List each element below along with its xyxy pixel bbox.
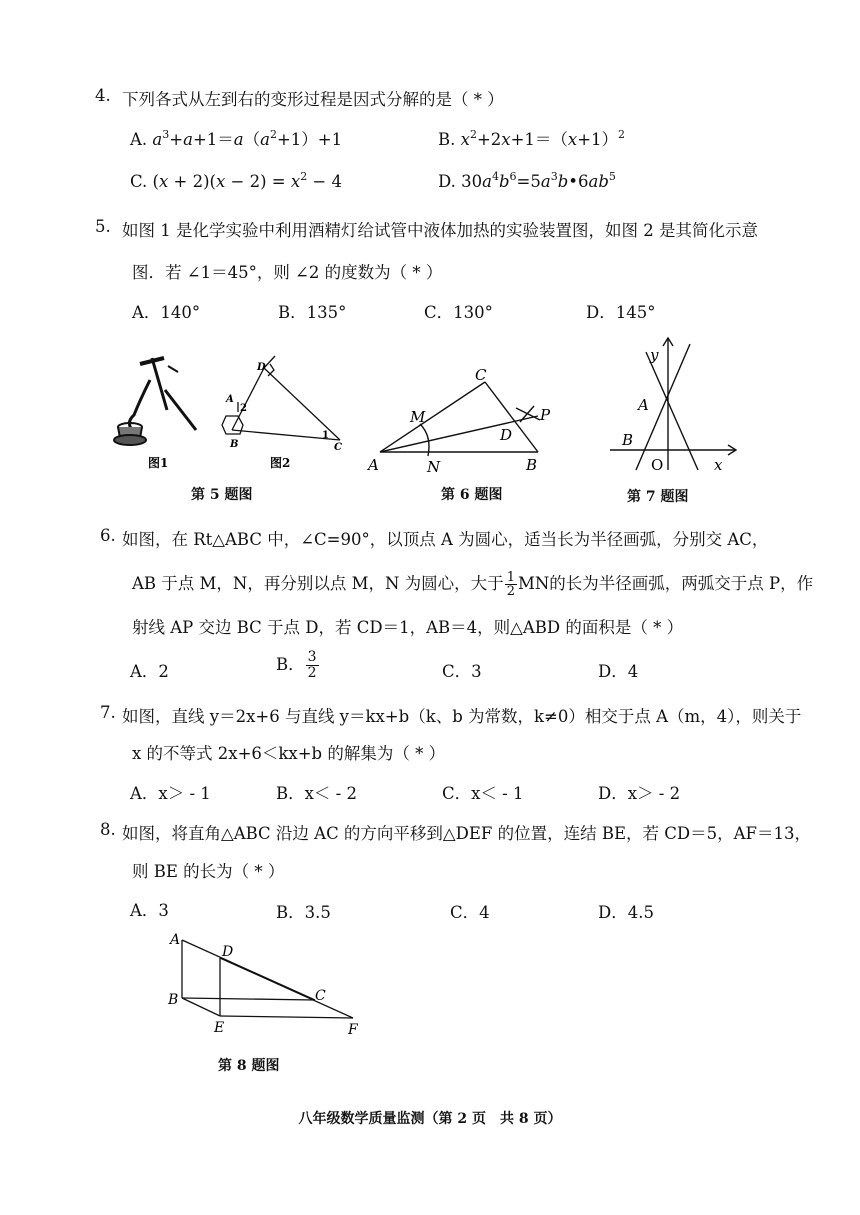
question-line1: 如图，直线 y＝2x+6 与直线 y＝kx+b（k、b 为常数，k≠0）相交于点 A（m，4），则关于: [122, 707, 802, 726]
question-stem-line1: 如图 1 是化学实验中利用酒精灯给试管中液体加热的实验装置图，如图 2 是其简化示意: [122, 221, 758, 240]
label-n: N: [427, 458, 441, 476]
q7-figure-caption: 第 7 题图: [627, 489, 689, 505]
label-o: O: [651, 456, 664, 474]
question-number: 5.: [95, 217, 111, 236]
label-p: P: [540, 406, 551, 424]
option-a: A．140°: [132, 303, 201, 322]
option-b: B. $x^2+2x+1=(x+1)^2$: [438, 128, 626, 149]
q8-figure-caption: 第 8 题图: [218, 1058, 280, 1074]
label-b: B: [622, 431, 634, 449]
fig6-labels: [366, 366, 551, 476]
label-d: D: [500, 426, 513, 444]
label-c: C: [475, 366, 487, 384]
question-line1: 如图，将直角△ABC 沿边 AC 的方向平移到△DEF 的位置，连结 BE，若 CD＝5，AF＝13，: [122, 824, 811, 843]
fig2-triangle-diagram: [222, 356, 340, 440]
fig8-translation-diagram: [160, 928, 380, 1048]
label-d: D: [257, 362, 266, 373]
label-e: E: [214, 1020, 225, 1036]
option-a: A．2: [130, 662, 169, 681]
option-a: A. $a^3+a+1=a(a^2+1)+1$: [130, 128, 343, 149]
option-c: C．x＜ - 1: [442, 784, 524, 803]
question-line3: 射线 AP 交边 BC 于点 D，若 CD＝1，AB＝4，则△ABD 的面积是（ * ）: [132, 618, 684, 637]
label-a: A: [170, 932, 181, 948]
question-line2: AB 于点 M，N，再分别以点 M，N 为圆心，大于 $\frac{1}{2}$ MN的长为半径画弧，两弧交于点 P，作: [132, 570, 814, 599]
fig1-caption: 图1: [148, 456, 169, 470]
label-m: M: [410, 408, 426, 426]
option-b: B．135°: [278, 303, 347, 322]
q6-figure-caption: 第 6 题图: [441, 487, 503, 503]
question-line1: 如图，在 Rt△ABC 中，∠C=90°，以顶点 A 为圆心，适当长为半径画弧，分别交 AC，: [122, 530, 769, 549]
option-a: A．3: [130, 901, 169, 920]
option-c: C．130°: [424, 303, 493, 322]
option-d: D．4.5: [598, 903, 654, 922]
label-angle-1: 1: [322, 430, 329, 441]
label-x: x: [714, 456, 723, 474]
option-c: C．4: [450, 903, 490, 922]
label-b: B: [168, 992, 179, 1008]
option-a: A．x＞ - 1: [130, 784, 211, 803]
question-stem: 下列各式从左到右的变形过程是因式分解的是（ * ）: [122, 90, 504, 109]
option-c: C. $(x + 2)(x - 2) = x^2 - 4$: [130, 170, 343, 191]
fig2-caption: 图2: [270, 456, 291, 470]
label-angle-2: 2: [240, 403, 247, 414]
figures-row: [0, 330, 860, 510]
question-number: 8.: [100, 820, 116, 839]
option-d: D．x＞ - 2: [598, 784, 681, 803]
fraction-one-half: $\frac{1}{2}$: [506, 570, 515, 599]
option-d: D. $30a^4b^6=5a^3b•6ab^5$: [438, 170, 616, 191]
option-d: D．4: [598, 662, 639, 681]
page-footer: 八年级数学质量监测（第 2 页 共 8 页）: [298, 1111, 562, 1127]
label-a: A: [226, 394, 234, 405]
label-a: A: [368, 456, 379, 474]
label-b: B: [230, 439, 239, 450]
fig2-labels: [225, 362, 342, 453]
q5-figure-caption: 第 5 题图: [191, 487, 253, 503]
label-a: A: [638, 396, 649, 414]
option-b: B．3.5: [276, 903, 331, 922]
option-b: B． $\frac{3}{2}$: [276, 649, 317, 681]
label-b: B: [526, 456, 538, 474]
option-b: B．x＜ - 2: [276, 784, 357, 803]
fig1-apparatus-illustration: [114, 358, 196, 445]
question-line2: 则 BE 的长为（ * ）: [132, 862, 285, 881]
option-d: D．145°: [586, 303, 656, 322]
label-y: y: [650, 346, 659, 364]
question-line2: x 的不等式 2x+6＜kx+b 的解集为（ * ）: [132, 744, 446, 763]
question-number: 7.: [100, 703, 116, 722]
label-f: F: [348, 1022, 358, 1038]
label-c: C: [315, 988, 326, 1004]
option-c: C．3: [442, 662, 482, 681]
fig6-construction-diagram: [380, 382, 540, 456]
question-number: 4.: [95, 86, 111, 105]
question-stem-line2: 图．若 ∠1＝45°，则 ∠2 的度数为（ * ）: [132, 263, 443, 282]
label-d: D: [222, 944, 234, 960]
question-number: 6.: [100, 526, 116, 545]
label-c: C: [334, 442, 342, 453]
fig7-coordinate-graph: [610, 338, 736, 470]
